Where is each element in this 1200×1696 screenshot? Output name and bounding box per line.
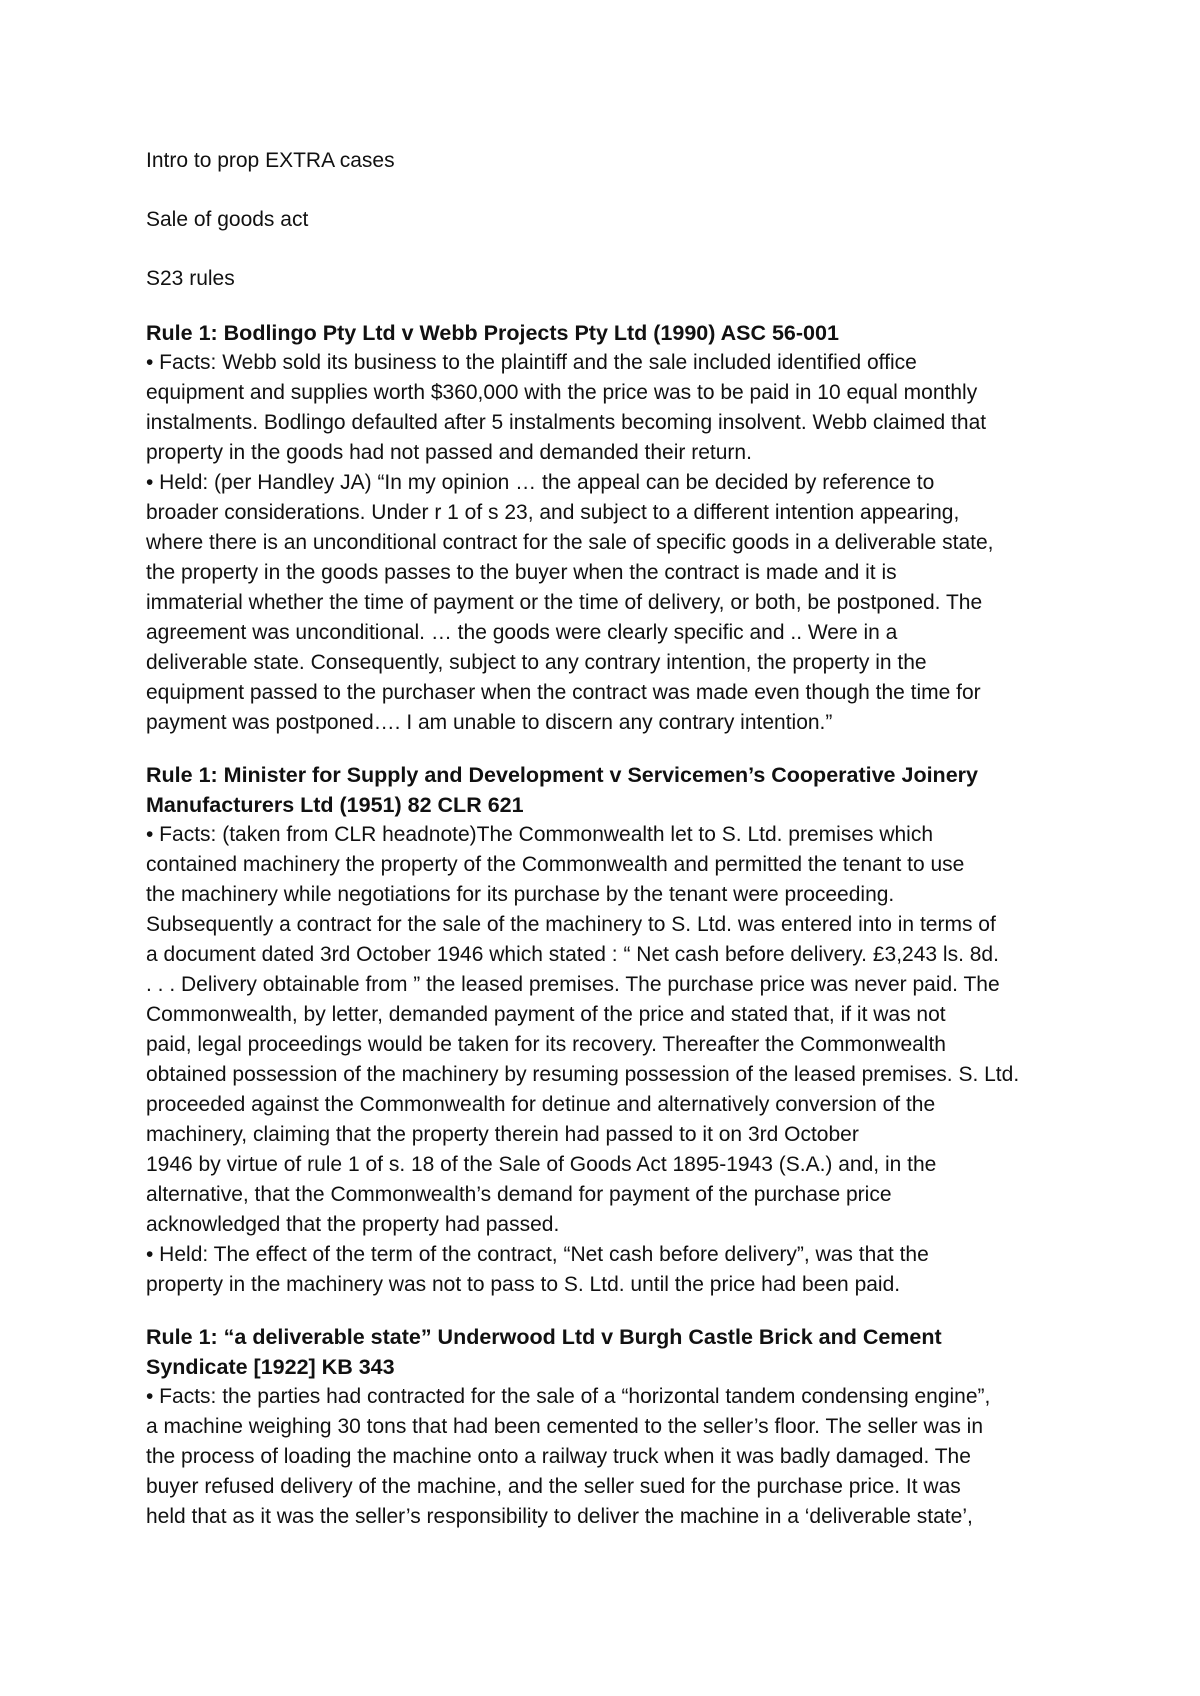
text-line: property in the machinery was not to pass to S. Ltd. until the price had been paid. [146, 1273, 901, 1296]
case-minister-for-supply [146, 760, 1066, 1300]
document-title: Intro to prop EXTRA cases [146, 149, 395, 172]
text-line: • Held: (per Handley JA) “In my opinion … the appeal can be decided by reference to [146, 471, 935, 494]
text-line: held that as it was the seller’s responsibility to deliver the machine in a ‘deliverable state’, [146, 1505, 973, 1528]
text-line: • Facts: (taken from CLR headnote)The Commonwealth let to S. Ltd. premises which [146, 823, 934, 846]
text-line: alternative, that the Commonwealth’s demand for payment of the purchase price [146, 1183, 892, 1206]
text-line: immaterial whether the time of payment or the time of delivery, or both, be postponed. The [146, 591, 983, 614]
text-line: obtained possession of the machinery by resuming possession of the leased premises. S. Ltd. [146, 1063, 1020, 1086]
text-line: machinery, claiming that the property therein had passed to it on 3rd October [146, 1123, 859, 1146]
text-line: • Held: The effect of the term of the contract, “Net cash before delivery”, was that the [146, 1243, 929, 1266]
text-line: a machine weighing 30 tons that had been cemented to the seller’s floor. The seller was in [146, 1415, 984, 1438]
text-line: payment was postponed…. I am unable to discern any contrary intention.” [146, 711, 833, 734]
case-heading: Manufacturers Ltd (1951) 82 CLR 621 [146, 793, 524, 817]
case-underwood [146, 1322, 1066, 1532]
case-heading: Rule 1: “a deliverable state” Underwood Ltd v Burgh Castle Brick and Cement [146, 1325, 942, 1349]
case-body [146, 820, 1066, 1300]
text-line: acknowledged that the property had passed. [146, 1213, 560, 1236]
case-body [146, 1382, 1066, 1532]
text-line: the property in the goods passes to the buyer when the contract is made and it is [146, 561, 897, 584]
intro-section [146, 146, 1066, 294]
text-line: paid, legal proceedings would be taken for its recovery. Thereafter the Commonwealth [146, 1033, 946, 1056]
text-line: deliverable state. Consequently, subject to any contrary intention, the property in the [146, 651, 927, 674]
case-bodlingo [146, 318, 1066, 738]
subtitle-sale-of-goods-act: Sale of goods act [146, 208, 309, 231]
text-line: agreement was unconditional. … the goods were clearly specific and .. Were in a [146, 621, 898, 644]
text-line: equipment and supplies worth $360,000 with the price was to be paid in 10 equal monthly [146, 381, 978, 404]
case-heading: Syndicate [1922] KB 343 [146, 1355, 395, 1379]
case-heading: Rule 1: Bodlingo Pty Ltd v Webb Projects Pty Ltd (1990) ASC 56-001 [146, 321, 839, 345]
text-line: equipment passed to the purchaser when the contract was made even though the time for [146, 681, 981, 704]
case-body [146, 348, 1066, 738]
text-line: the machinery while negotiations for its purchase by the tenant were proceeding. [146, 883, 895, 906]
text-line: . . . Delivery obtainable from ” the leased premises. The purchase price was never paid. The [146, 973, 1000, 996]
text-line: 1946 by virtue of rule 1 of s. 18 of the Sale of Goods Act 1895-1943 (S.A.) and, in the [146, 1153, 937, 1176]
subtitle-s23-rules: S23 rules [146, 267, 235, 290]
text-line: where there is an unconditional contract for the sale of specific goods in a deliverable state, [146, 531, 994, 554]
text-line: instalments. Bodlingo defaulted after 5 instalments becoming insolvent. Webb claimed that [146, 411, 987, 434]
document-page [146, 146, 1066, 1554]
text-line: Commonwealth, by letter, demanded payment of the price and stated that, if it was not [146, 1003, 946, 1026]
text-line: the process of loading the machine onto a railway truck when it was badly damaged. The [146, 1445, 971, 1468]
case-heading: Rule 1: Minister for Supply and Development v Servicemen’s Cooperative Joinery [146, 763, 978, 787]
text-line: broader considerations. Under r 1 of s 23, and subject to a different intention appearing, [146, 501, 960, 524]
text-line: proceeded against the Commonwealth for detinue and alternatively conversion of the [146, 1093, 936, 1116]
text-line: contained machinery the property of the Commonwealth and permitted the tenant to use [146, 853, 965, 876]
text-line: buyer refused delivery of the machine, and the seller sued for the purchase price. It was [146, 1475, 961, 1498]
text-line: Subsequently a contract for the sale of the machinery to S. Ltd. was entered into in terms of [146, 913, 996, 936]
text-line: property in the goods had not passed and demanded their return. [146, 441, 752, 464]
text-line: • Facts: the parties had contracted for the sale of a “horizontal tandem condensing engine”, [146, 1385, 991, 1408]
text-line: • Facts: Webb sold its business to the plaintiff and the sale included identified office [146, 351, 917, 374]
text-line: a document dated 3rd October 1946 which stated : “ Net cash before delivery. £3,243 ls. 8d. [146, 943, 999, 966]
